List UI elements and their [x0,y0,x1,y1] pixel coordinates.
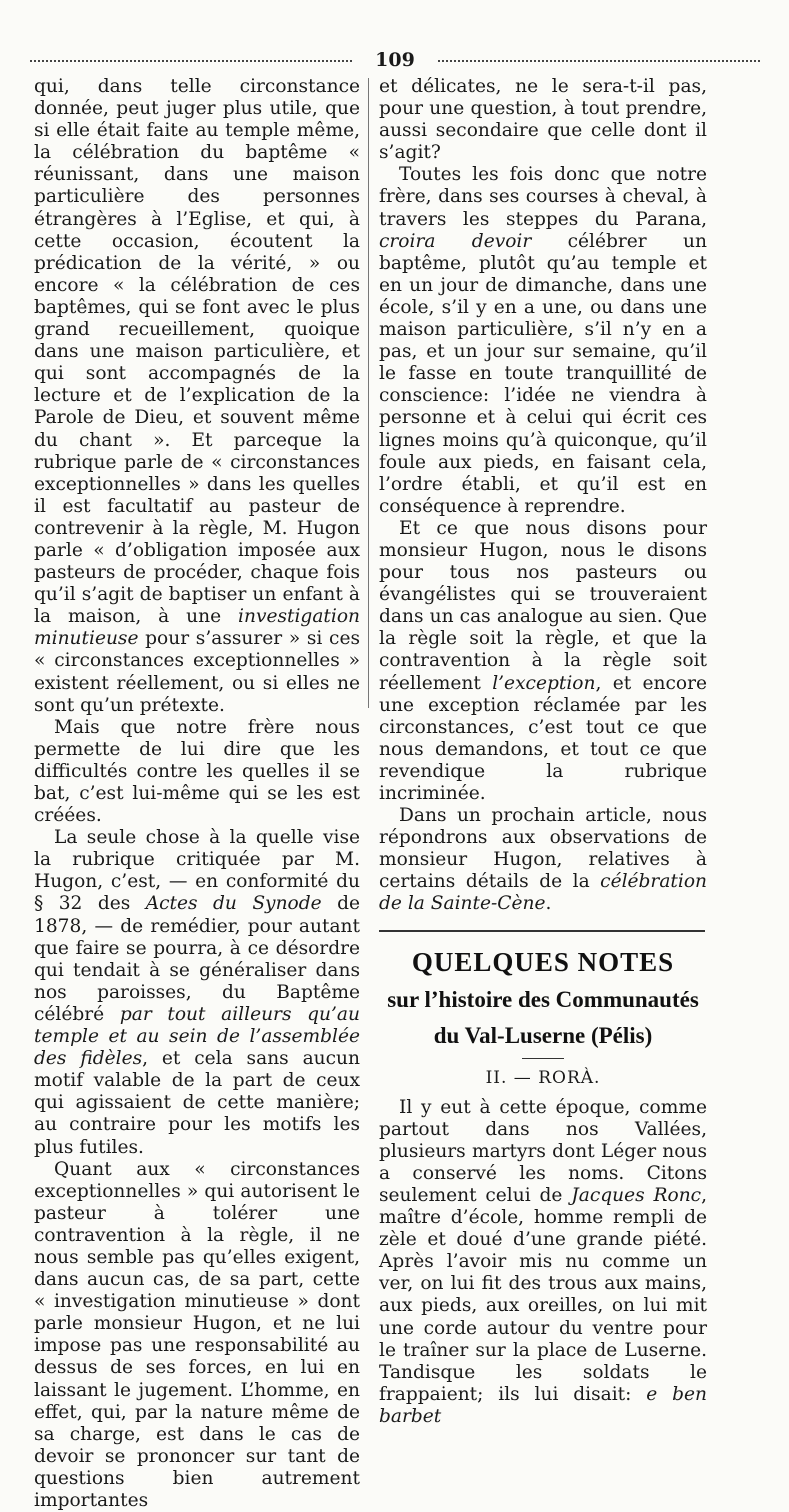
page-number: 109 [375,49,415,71]
right-column-text-bottom [379,1097,707,1428]
column-divider [368,78,369,708]
article-separator [379,930,705,932]
paragraph: et délicates, ne le sera-t-il pas, pour une question, à tout prendre, aussi secondaire que celle dont il s’agit? [379,76,707,164]
right-column [379,76,707,1428]
article-subtitle: sur l’histoire des Communautés [387,986,699,1012]
article-title: QUELQUES NOTES [411,946,675,977]
paragraph: La seule chose à la quelle vise la rubrique critiquée par M. Hugon, c’est, — en conformité du § 32 des Actes du Synode de 1878, — de remédier, pour autant que faire se pourra, à ce désordre qui tendait à se généraliser dans nos paroisses, du Baptême célébré par tout ailleurs qu’au temple et au sein de l’assemblée des fidèles, et cela sans aucun motif valable de la part de ceux qui agissaient de cette manière; au contraire pour les motifs les plus futiles. [34,827,360,1158]
paragraph: Toutes les fois donc que notre frère, dans ses courses à cheval, à travers les steppes du Parana, croira devoir célébrer un baptême, plutôt qu’au temple et en un jour de dimanche, dans une école, s’il y en a une, ou dans une maison particulière, s’il n’y en a pas, et un jour sur semaine, qu’il le fasse en toute tranquillité de conscience: l’idée ne viendra à personne et à celui qui écrit ces lignes moins qu’à quiconque, qu’il foule aux pieds, en faisant cela, l’ordre établi, et qu’il est en conséquence à reprendre. [379,164,707,517]
paragraph: qui, dans telle circonstance donnée, peut juger plus utile, que si elle était faite au temple même, la célébration du baptême « réunissant, dans une maison particulière des personnes étrangères à l’Eglise, et qui, à cette occasion, écoutent la prédication de la vérité, » ou encore « la célébration de ces baptêmes, qui se font avec le plus grand recueillement, quoique dans une maison particulière, et qui sont accompagnés de la lecture et de l’explication de la Parole de Dieu, et souvent même du chant ». Et parceque la rubrique parle de « circonstances exceptionnelles » dans les quelles il est facultatif au pasteur de contrevenir à la règle, M. Hugon parle « d’obligation imposée aux pasteurs de procéder, chaque fois qu’il s’agit de baptiser un enfant à la maison, à une investigation minutieuse pour s’assurer » si ces « circonstances exceptionnelles » existent réellement, ou si elles ne sont qu’un prétexte. [34,76,360,716]
title-dash [522,1058,564,1059]
right-column-text-top [379,76,707,916]
article-subtitle-2: du Val-Luserne (Pélis) [433,1022,653,1048]
paragraph: Il y eut à cette époque, comme partout dans nos Vallées, plusieurs martyrs dont Léger nous a conservé les noms. Citons seulement celui de Jacques Ronc, maître d’école, homme rempli de zèle et doué d’une grande piété. Après l’avoir mis nu comme un ver, on lui fit des trous aux mains, aux pieds, aux oreilles, on lui mit une corde autour du ventre pour le traîner sur la place de Luserne. Tandisque les soldats le frappaient; ils lui disait: e ben barbet [379,1096,708,1427]
paragraph: Dans un prochain article, nous répondrons aux observations de monsieur Hugon, relatives à certains détails de la célébration de la Sainte-Cène. [379,805,707,915]
left-column [34,76,360,1512]
paragraph: Mais que notre frère nous permette de lui dire que les difficultés contre les quelles il se bat, c’est lui-même qui se les est créées. [34,716,360,827]
section-label: II. — RORÀ. [485,1067,601,1088]
paragraph: Et ce que nous disons pour monsieur Hugon, nous le disons pour tous nos pasteurs ou évangélistes qui se trouveraient dans un cas analogue au sien. Que la règle soit la règle, et que la contravention à la règle soit réellement l’exception, et encore une exception réclamée par les circonstances, c’est tout ce que nous demandons, et tout ce que revendique la rubrique incriminée. [379,517,707,804]
header-rule-left [30,60,352,62]
paragraph: Quant aux « circonstances exceptionnelles » qui autorisent le pasteur à tolérer une contravention à la règle, il ne nous semble pas qu’elles exigent, dans aucun cas, de sa part, cette « investigation minutieuse » dont parle monsieur Hugon, et ne lui impose pas une responsabilité au dessus de ses forces, en lui en laissant le jugement. L’homme, en effet, qui, par la nature même de sa charge, est dans le cas de devoir se prononcer sur tant de questions bien autrement importantes [34,1158,360,1511]
page-header [30,50,760,70]
header-rule-right [438,60,760,62]
